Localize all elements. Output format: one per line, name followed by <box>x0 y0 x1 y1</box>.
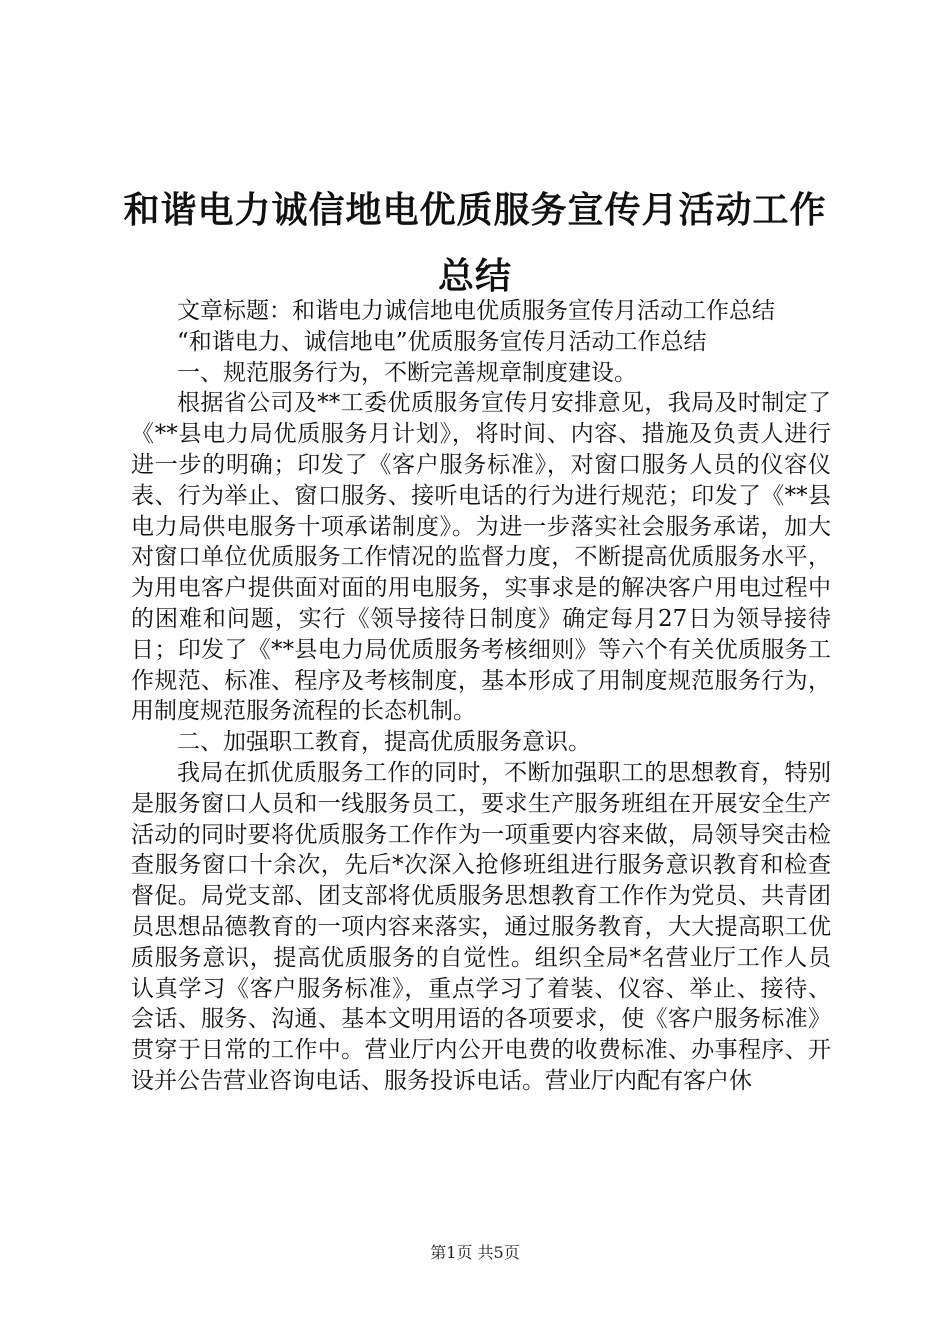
article-title-line: 文章标题：和谐电力诚信地电优质服务宣传月活动工作总结 <box>177 298 775 324</box>
paragraph-1: 根据省公司及**工委优质服务宣传月安排意见，我局及时制定了《**县电力局优质服务月计划》，将时间、内容、措施及负责人进行进一步的明确；印发了《客户服务标准》，对窗口服务人员的仪容仪表、行为举止、窗口服务、接听电话的行为进行规范；印发了《**县电力局供电服务十项承诺制度》。为进一步落实社会服务承诺，加大对窗口单位优质服务工作情况的监督力度，不断提高优质服务水平，为用电客户提供面对面的用电服务，实事求是的解决客户用电过程中的困难和问题，实行《领导接待日制度》确定每月27日为领导接待日；印发了《**县电力局优质服务考核细则》等六个有关优质服务工作规范、标准、程序及考核制度，基本形成了用制度规范服务行为，用制度规范服务流程的长态机制。 <box>131 390 831 725</box>
page-footer: 第1页 共5页 <box>430 1243 520 1262</box>
section-heading-1: 一、规范服务行为，不断完善规章制度建设。 <box>177 359 637 386</box>
document-body <box>131 296 831 1097</box>
document-title: 和谐电力诚信地电优质服务宣传月活动工作总结 <box>123 190 827 297</box>
paragraph-2: 我局在抓优质服务工作的同时，不断加强职工的思想教育，特别是服务窗口人员和一线服务员工，要求生产服务班组在开展安全生产活动的同时要将优质服务工作作为一项重要内容来做，局领导突击检查服务窗口十余次，先后*次深入抢修班组进行服务意识教育和检查督促。局党支部、团支部将优质服务思想教育工作作为党员、共青团员思想品德教育的一项内容来落实，通过服务教育，大大提高职工优质服务意识，提高优质服务的自觉性。组织全局*名营业厅工作人员认真学习《客户服务标准》，重点学习了着装、仪容、举止、接待、会话、服务、沟通、基本文明用语的各项要求，使《客户服务标准》贯穿于日常的工作中。营业厅内公开电费的收费标准、办事程序、开设并公告营业咨询电话、服务投诉电话。营业厅内配有客户休 <box>131 759 831 1094</box>
section-heading-2: 二、加强职工教育，提高优质服务意识。 <box>177 729 591 756</box>
subtitle-line: “和谐电力、诚信地电”优质服务宣传月活动工作总结 <box>177 328 707 355</box>
